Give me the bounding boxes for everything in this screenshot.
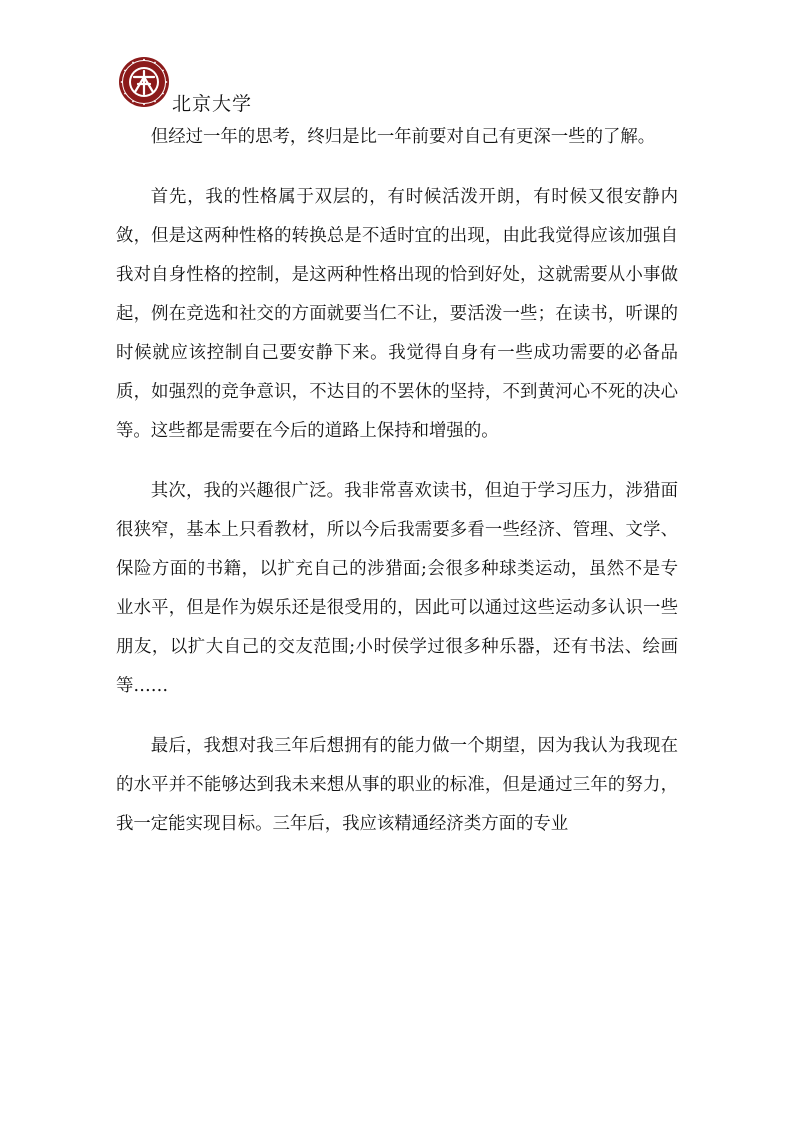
paragraph-goals: 最后，我想对我三年后想拥有的能力做一个期望，因为我认为我现在的水平并不能够达到我未来想从事的职业的标准，但是通过三年的努力，我一定能实现目标。三年后，我应该精通经济类方面的专业 (116, 736, 678, 834)
paragraph-intro: 但经过一年的思考，终归是比一年前要对自己有更深一些的了解。 (150, 127, 656, 147)
document-body (116, 118, 678, 865)
paragraph-personality: 首先，我的性格属于双层的，有时候活泼开朗，有时候又很安静内敛，但是这两种性格的转换总是不适时宜的出现，由此我觉得应该加强自我对自身性格的控制，是这两种性格出现的恰到好处，这就需要从小事做起，例在竞选和社交的方面就要当仁不让，要活泼一些；在读书，听课的时候就应该控制自己要安静下来。我觉得自身有一些成功需要的必备品质，如强烈的竞争意识，不达目的不罢休的坚持，不到黄河心不死的决心等。这些都是需要在今后的道路上保持和增强的。 (116, 187, 678, 441)
paragraph-interests: 其次，我的兴趣很广泛。我非常喜欢读书，但迫于学习压力，涉猎面很狭窄，基本上只看教材，所以今后我需要多看一些经济、管理、文学、保险方面的书籍，以扩充自己的涉猎面;会很多种球类运动，虽然不是专业水平，但是作为娱乐还是很受用的，因此可以通过这些运动多认识一些朋友，以扩大自己的交友范围;小时侯学过很多种乐器，还有书法、绘画等…… (116, 481, 678, 696)
peking-university-seal-icon (118, 56, 170, 108)
university-name: 北京大学 (172, 93, 253, 115)
document-header (118, 56, 318, 116)
